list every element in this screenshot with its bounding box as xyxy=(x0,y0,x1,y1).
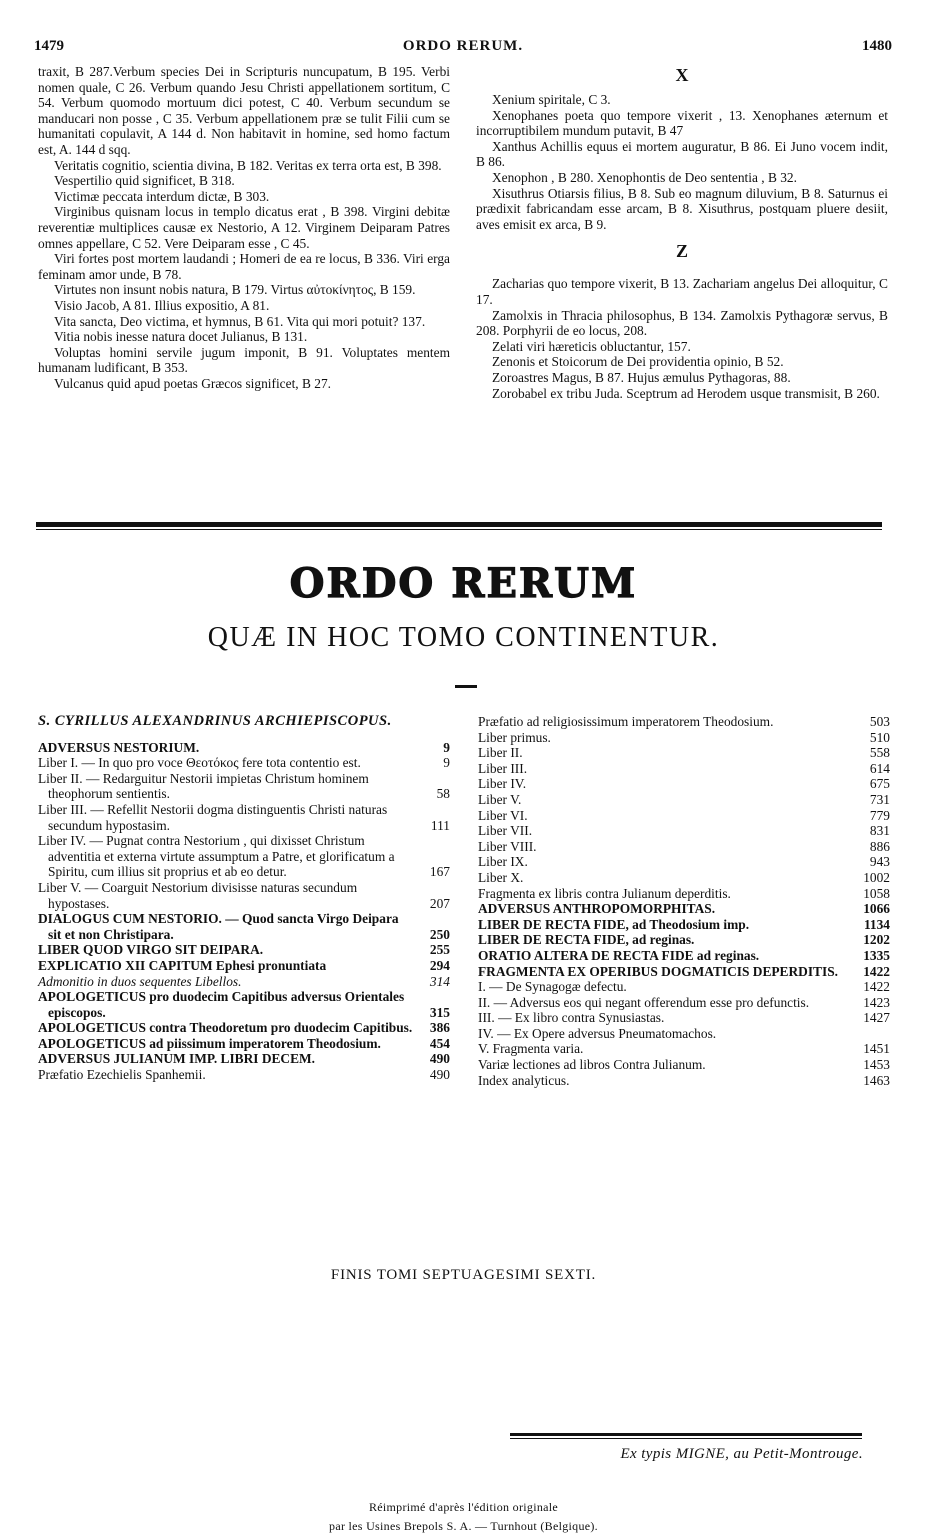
toc-entry xyxy=(478,932,890,948)
toc-entry-page: 490 xyxy=(429,1051,450,1067)
index-x-entries xyxy=(476,92,888,232)
toc-entry-title: FRAGMENTA EX OPERIBUS DOGMATICIS DEPERDITIS. xyxy=(478,963,838,979)
index-entry: Xisuthrus Otiarsis filius, B 8. Sub eo magnum diluvium, B 8. Saturnus ei prædixit fabricandam esse arcam, B 8. Xisuthrus, postquam pluere desiit, aves emisit ex arca, B 9. xyxy=(476,185,888,232)
toc-entry-title: APOLOGETICUS ad piissimum imperatorem Theodosium. xyxy=(38,1035,381,1051)
toc-entry xyxy=(478,979,890,995)
toc-entry-page: 315 xyxy=(429,1004,450,1020)
toc-entry xyxy=(478,917,890,933)
index-entry: Xenium spiritale, C 3. xyxy=(492,92,611,107)
index-entry: Zorobabel ex tribu Juda. Sceptrum ad Herodem usque transmisit, B 260. xyxy=(492,385,880,401)
toc-entry xyxy=(38,740,450,756)
toc-entry-title: I. — De Synagogæ defectu. xyxy=(478,979,627,995)
index-entry: Zoroastres Magus, B 87. Hujus æmulus Pythagoras, 88. xyxy=(492,369,791,385)
index-entry: Virginibus quisnam locus in templo dicatus erat , B 398. Virgini debitæ reverentiæ multiplices causæ ex Nestorio, A 12. Virginem Deiparam Patres omnes appellare, C 52. Vere Deiparam esse , C 45. xyxy=(38,204,450,251)
toc-entry xyxy=(38,802,450,833)
toc-entry-page: 490 xyxy=(429,1067,450,1083)
toc-entry-page: 1202 xyxy=(863,932,890,948)
section-rule-thin xyxy=(36,529,882,530)
index-column-left xyxy=(38,64,450,391)
toc-entry-title: Præfatio ad religiosissimum imperatorem Theodosium. xyxy=(478,714,774,729)
toc-entry xyxy=(478,1026,890,1042)
toc-entry xyxy=(38,989,450,1020)
toc-entry-page: 454 xyxy=(429,1035,450,1051)
toc-entry xyxy=(38,833,450,880)
toc-entry-page: 1463 xyxy=(863,1072,890,1088)
toc-entry-title: EXPLICATIO XII CAPITUM Ephesi pronuntiata xyxy=(38,957,327,973)
toc-entry-title: Liber II. — Redarguitur Nestorii impietas Christum hominem theophorum sentientis. xyxy=(38,770,369,802)
toc-entry xyxy=(478,886,890,902)
toc-entry-page: 1058 xyxy=(863,885,890,901)
toc-entry-title: ADVERSUS ANTHROPOMORPHITAS. xyxy=(478,901,716,917)
toc-entry-title: Liber IV. — Pugnat contra Nestorium , qui dixisset Christum adventitia et externa virtute assumptum a Patre, et glorificatum a Spiritu, cum illius sit proprius et ab eo detur. xyxy=(38,833,395,880)
toc-entry xyxy=(478,1041,890,1057)
toc-entry-title: LIBER DE RECTA FIDE, ad reginas. xyxy=(478,932,695,948)
index-entry: Vulcanus quid apud poetas Græcos significet, B 27. xyxy=(54,375,332,391)
index-entry: Vita sancta, Deo victima, et hymnus, B 61. Vita qui mori potuit? 137. xyxy=(54,313,426,329)
toc-entry-title: Fragmenta ex libris contra Julianum deperditis. xyxy=(478,885,731,901)
toc-entry-title: Liber III. — Refellit Nestorii dogma distinguentis Christi naturas secundum hypostasim. xyxy=(38,801,388,833)
toc-entry xyxy=(478,1010,890,1026)
index-letter-x: X xyxy=(675,65,689,85)
index-entry: Viri fortes post mortem laudandi ; Homeri de ea re locus, B 336. Viri erga feminam amor unde, B 78. xyxy=(38,251,450,282)
index-entry: Visio Jacob, A 81. Illius expositio, A 81. xyxy=(54,297,270,313)
toc-entry xyxy=(38,1051,450,1067)
toc-entry-title: Index analyticus. xyxy=(478,1072,570,1088)
toc-entry-page: 1134 xyxy=(863,916,890,932)
toc-entry-page: 111 xyxy=(430,817,450,833)
toc-entry-page: 886 xyxy=(869,838,890,854)
index-entry: Veritatis cognitio, scientia divina, B 182. Veritas ex terra orta est, B 398. xyxy=(54,157,442,173)
toc-entry-page: 255 xyxy=(429,942,450,958)
toc-entry-title: Liber VI. xyxy=(478,807,528,823)
toc-entry xyxy=(38,1036,450,1052)
toc-entry xyxy=(478,823,890,839)
toc-entry xyxy=(38,974,450,990)
toc-entry-title: LIBER QUOD VIRGO SIT DEIPARA. xyxy=(38,942,264,958)
toc-entry-page: 1453 xyxy=(863,1057,890,1073)
toc-entry xyxy=(478,745,890,761)
imprint-rule-thin xyxy=(510,1438,862,1439)
toc-entry xyxy=(478,714,890,730)
page-number-right: 1480 xyxy=(862,38,892,54)
toc-entry-title: LIBER DE RECTA FIDE, ad Theodosium imp. xyxy=(478,916,750,932)
toc-entry-page: 58 xyxy=(436,786,450,802)
main-title: ORDO RERUM xyxy=(289,560,638,607)
toc-entry xyxy=(38,1067,450,1083)
toc-entry-page: 503 xyxy=(869,714,890,729)
toc-entry-page: 9 xyxy=(443,755,450,771)
toc-entry xyxy=(478,792,890,808)
toc-entry-title: Variæ lectiones ad libros Contra Julianum. xyxy=(478,1057,706,1073)
toc-entry-title: ADVERSUS NESTORIUM. xyxy=(38,739,200,755)
toc-entry xyxy=(38,755,450,771)
toc-entry xyxy=(478,870,890,886)
toc-entry-title: Liber I. — In quo pro voce Θεοτόκος fere tota contentio est. xyxy=(38,755,361,771)
index-column-right xyxy=(476,64,888,401)
toc-entry-title: II. — Adversus eos qui negant offerendum esse pro defunctis. xyxy=(478,994,810,1010)
toc-entry-title: Liber V. xyxy=(478,791,522,807)
toc-entry xyxy=(478,854,890,870)
toc-entry-page: 314 xyxy=(429,973,450,989)
imprint-rule-thick xyxy=(510,1433,862,1436)
toc-entry-page: 1002 xyxy=(863,869,890,885)
toc-entry-title: DIALOGUS CUM NESTORIO. — Quod sancta Virgo Deipara sit et non Christipara. xyxy=(38,911,399,942)
toc-entry-title: Liber II. xyxy=(478,745,523,761)
index-letter-z: Z xyxy=(675,241,688,262)
toc-entry-title: ORATIO ALTERA DE RECTA FIDE ad reginas. xyxy=(478,947,760,963)
toc-entry-page: 558 xyxy=(869,745,890,761)
printer-imprint: Ex typis MIGNE, au Petit-Montrouge. xyxy=(620,1446,863,1462)
toc-entry-page: 831 xyxy=(869,823,890,839)
index-entry: Zacharias quo tempore vixerit, B 13. Zachariam angelus Dei alloquitur, C 17. xyxy=(476,276,888,307)
toc-entry-title: Admonitio in duos sequentes Libellos. xyxy=(38,973,242,989)
toc-entry xyxy=(478,964,890,980)
toc-entry-title: APOLOGETICUS pro duodecim Capitibus adversus Orientales episcopos. xyxy=(38,989,405,1020)
index-entry: Xenophon , B 280. Xenophontis de Deo sententia , B 32. xyxy=(492,169,797,185)
toc-entry xyxy=(478,901,890,917)
toc-entry-title: III. — Ex libro contra Synusiastas. xyxy=(478,1010,665,1026)
toc-entry-title: Liber primus. xyxy=(478,729,551,745)
toc-entry xyxy=(38,771,450,802)
index-entry: Virtutes non insunt nobis natura, B 179. Virtus αὐτοκίνητος, B 159. xyxy=(54,282,416,298)
toc-entry xyxy=(38,958,450,974)
index-entry: Vespertilio quid significet, B 318. xyxy=(54,173,235,189)
toc-entry-page: 1422 xyxy=(863,979,890,995)
toc-entry-page: 207 xyxy=(429,895,450,911)
toc-entry xyxy=(478,1073,890,1089)
page-number-left: 1479 xyxy=(34,38,64,54)
finis-line: FINIS TOMI SEPTUAGESIMI SEXTI. xyxy=(330,1267,597,1283)
toc-entry-page: 1422 xyxy=(863,963,890,979)
sub-title: QUÆ IN HOC TOMO CONTINENTUR. xyxy=(207,622,720,653)
toc-entry-title: V. Fragmenta varia. xyxy=(478,1041,584,1057)
index-entry: Vitia nobis inesse natura docet Julianus, B 131. xyxy=(54,329,308,345)
toc-entry-page: 614 xyxy=(869,760,890,776)
toc-entry xyxy=(478,1057,890,1073)
toc-entry xyxy=(38,1020,450,1036)
toc-author-heading: S. CYRILLUS ALEXANDRINUS ARCHIEPISCOPUS. xyxy=(38,713,392,729)
toc-entry xyxy=(478,948,890,964)
toc-entry-title: Præfatio Ezechielis Spanhemii. xyxy=(38,1067,206,1083)
toc-entry-page: 250 xyxy=(429,926,450,942)
toc-entry-page: 294 xyxy=(429,957,450,973)
toc-entry xyxy=(38,880,450,911)
index-entry: Xenophanes poeta quo tempore vixerit , 13. Xenophanes æternum et incorruptibilem mundum putavit, B 47 xyxy=(476,107,888,139)
index-z-entries xyxy=(476,276,888,401)
toc-entry-title: IV. — Ex Opere adversus Pneumatomachos. xyxy=(478,1025,717,1041)
index-entry: Zenonis et Stoicorum de Dei providentia opinio, B 52. xyxy=(492,354,784,370)
title-dash-divider xyxy=(455,685,477,688)
index-entry: Voluptas homini servile jugum imponit, B 91. Voluptates mentem humanam ludificant, B 353. xyxy=(38,344,450,376)
toc-entry-page: 386 xyxy=(429,1020,450,1036)
toc-entry xyxy=(478,839,890,855)
index-entry: Zamolxis in Thracia philosophus, B 134. Zamolxis Pythagoræ servus, B 208. Porphyrii de eo locus, 208. xyxy=(476,307,888,339)
toc-entry-title: ADVERSUS JULIANUM IMP. LIBRI DECEM. xyxy=(38,1051,316,1067)
section-rule-thick xyxy=(36,522,882,527)
toc-entry-title: Liber X. xyxy=(478,869,524,885)
toc-entry-page: 1427 xyxy=(863,1010,890,1026)
toc-entry-title: Liber VIII. xyxy=(478,838,537,854)
toc-left-entries xyxy=(38,740,450,1083)
toc-entry xyxy=(38,911,450,942)
toc-entry-page: 731 xyxy=(869,791,890,807)
toc-entry-page: 675 xyxy=(869,776,890,792)
index-entry: Xanthus Achillis equus ei mortem auguratur, B 86. Ei Juno vocem indit, B 86. xyxy=(476,138,888,170)
running-head xyxy=(34,38,892,58)
index-entry: traxit, B 287.Verbum species Dei in Scripturis nuncupatum, B 195. Verbi nomen quale, C 26. Verbum quando Jesu Christi appellationem sortitum, C 54. Verbum quomodo mortuum dici potest, C 40. Verbum secundum se manducari non posse , C 35. Verbum appellationem præ se tulit Filii cum se humanitati copulavit, A 144 d. Non habitavit in homine, sed homo factum est, A. 144 d sqq. xyxy=(38,64,450,157)
toc-entry-page: 1423 xyxy=(863,994,890,1010)
toc-entry-title: Liber IV. xyxy=(478,776,527,792)
toc-entry xyxy=(38,942,450,958)
toc-entry-title: Liber III. xyxy=(478,760,528,776)
toc-entry-page: 943 xyxy=(869,854,890,870)
index-entry: Victimæ peccata interdum dictæ, B 303. xyxy=(54,188,270,204)
toc-entry-title: Liber VII. xyxy=(478,823,533,839)
toc-entry-page: 1335 xyxy=(863,947,890,963)
toc-entry xyxy=(478,730,890,746)
toc-entry xyxy=(478,995,890,1011)
toc-column-right xyxy=(478,714,890,1088)
reprint-note-line2: par les Usines Brepols S. A. — Turnhout (Belgique). xyxy=(329,1519,598,1533)
toc-entry-page: 9 xyxy=(443,739,450,755)
toc-entry-page: 1451 xyxy=(863,1041,890,1057)
toc-entry xyxy=(478,776,890,792)
toc-entry-title: APOLOGETICUS contra Theodoretum pro duodecim Capitibus. xyxy=(38,1020,413,1036)
toc-entry-title: Liber V. — Coarguit Nestorium divisisse naturas secundum hypostases. xyxy=(38,879,358,911)
index-entry: Zelati viri hæreticis obluctantur, 157. xyxy=(492,338,691,354)
running-title: ORDO RERUM. xyxy=(402,38,524,54)
toc-column-left xyxy=(38,714,450,1083)
toc-entry xyxy=(478,761,890,777)
toc-entry-page: 167 xyxy=(429,864,450,880)
toc-entry-page: 779 xyxy=(869,807,890,823)
reprint-note-line1: Réimprimé d'après l'édition originale xyxy=(368,1500,559,1514)
toc-entry-title: Liber IX. xyxy=(478,854,528,870)
toc-entry-page: 510 xyxy=(869,729,890,745)
toc-entry xyxy=(478,808,890,824)
toc-entry-page: 1066 xyxy=(863,901,890,917)
